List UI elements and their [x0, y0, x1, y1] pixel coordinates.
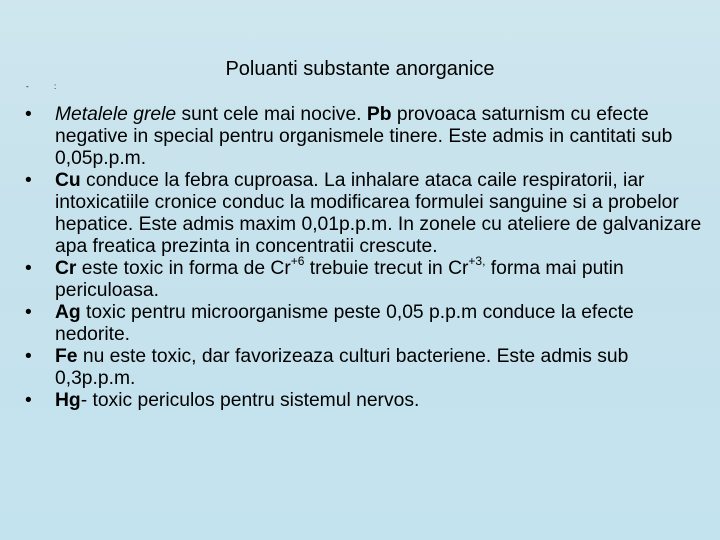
superscript-2: +3,	[468, 253, 486, 268]
item-body: conduce la febra cuproasa. La inhalare ataca caile respiratorii, iar intoxicatiile cronice conduc la modificarea formulei sanguine si a probelor hepatice. Este admis maxim 0,01p.p.m. In zonele cu ateliere de galvanizare apa freatica prezinta in concentratii crescute.	[55, 170, 702, 257]
list-item-fe	[25, 346, 705, 390]
item-text	[55, 302, 705, 346]
item-text	[55, 390, 705, 412]
item-text	[55, 170, 705, 258]
bullet-list	[25, 104, 705, 412]
bullet-icon: •	[25, 104, 32, 125]
item-lead: Ag	[55, 302, 81, 323]
superscript-1: +6	[290, 253, 305, 268]
item-lead: Metalele grele	[55, 104, 177, 125]
item-lead: Cr	[55, 258, 77, 279]
item-body: - toxic periculos pentru sistemul nervos.	[80, 390, 420, 411]
list-item-cu	[25, 170, 705, 258]
item-text	[55, 253, 705, 302]
stray-mark-1: -	[26, 82, 29, 91]
list-item-ag	[25, 302, 705, 346]
item-body-2: trebuie trecut in Cr	[304, 258, 469, 279]
item-lead: Cu	[55, 170, 81, 191]
slide-title: Poluanti substante anorganice	[225, 58, 495, 80]
item-body: este toxic in forma de Cr	[76, 258, 291, 279]
item-body-3: forma mai putin periculoasa.	[55, 258, 624, 301]
list-item-cr	[25, 253, 705, 302]
item-body: nu este toxic, dar favorizeaza culturi bacteriene. Este admis sub 0,3p.p.m.	[55, 346, 629, 389]
item-body: sunt cele mai nocive.	[176, 104, 367, 125]
item-text	[55, 104, 705, 170]
item-body: toxic pentru microorganisme peste 0,05 p.p.m conduce la efecte nedorite.	[55, 302, 634, 345]
item-text	[55, 346, 705, 390]
bullet-icon: •	[25, 346, 32, 367]
list-item-metalele-grele	[25, 104, 705, 170]
bullet-icon: •	[25, 390, 32, 411]
list-item-hg	[25, 390, 705, 412]
item-lead: Fe	[55, 346, 78, 367]
item-body-2: provoaca saturnism cu efecte negative in special pentru organismele tinere. Este admis in cantitati sub 0,05p.p.m.	[55, 104, 673, 169]
bullet-icon: •	[25, 170, 32, 191]
item-lead: Hg	[55, 390, 81, 411]
stray-mark-2: :	[54, 82, 57, 91]
bullet-icon: •	[25, 302, 32, 323]
item-lead-2: Pb	[366, 104, 392, 125]
bullet-icon: •	[25, 258, 32, 279]
